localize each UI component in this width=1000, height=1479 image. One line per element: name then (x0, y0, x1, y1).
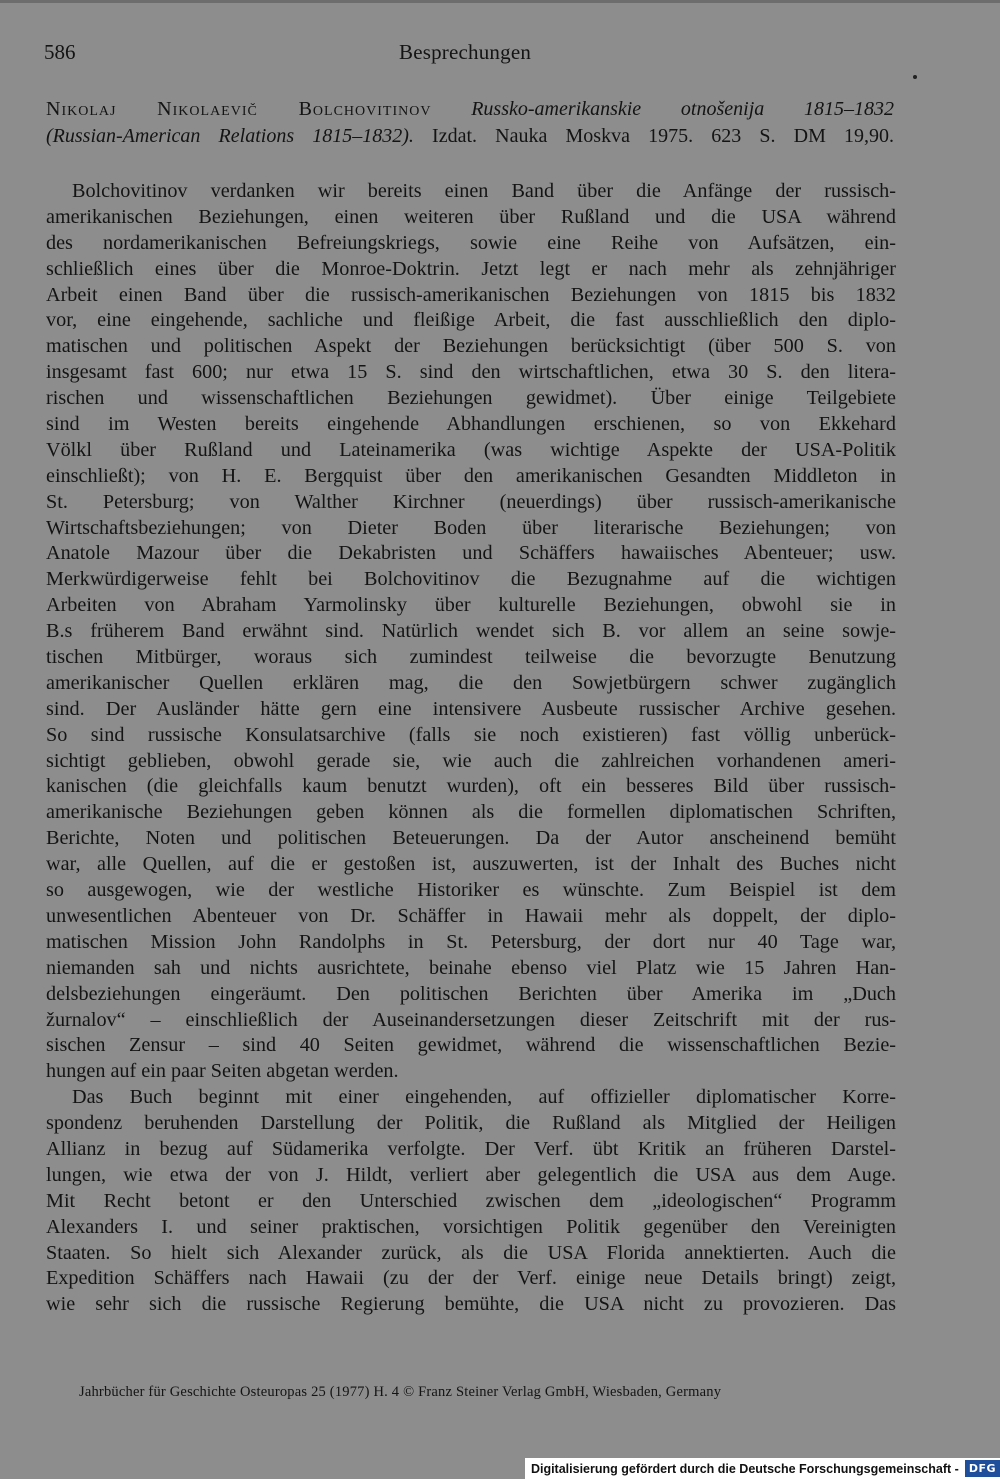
body-line: Berichte, Noten und politischen Beteuerungen. Da der Autor anscheinend bemüht (46, 827, 896, 850)
body-line: sichtigt geblieben, obwohl gerade sie, wie auch die zahlreichen vorhandenen ameri- (46, 749, 896, 772)
review-body (46, 179, 896, 1318)
body-line: so ausgewogen, wie der westliche Historiker es wünschte. Zum Beispiel ist dem (46, 879, 896, 902)
body-line: Bolchovitinov verdanken wir bereits einen Band über die Anfänge der russisch- (72, 180, 896, 202)
running-head: Besprechungen (399, 40, 532, 64)
body-line: wie sehr sich die russische Regierung bemühte, die USA nicht zu provozieren. Das (46, 1293, 896, 1316)
body-line: Merkwürdigerweise fehlt bei Bolchovitinov die Bezugnahme auf die wichtigen (46, 568, 896, 591)
body-line: lungen, wie etwa der von J. Hildt, verliert aber gelegentlich die USA aus dem Auge. (46, 1163, 896, 1186)
body-line: schließlich eines über die Monroe-Doktrin. Jetzt legt er nach mehr als zehnjähriger (46, 257, 896, 280)
body-line: sind im Westen bereits eingehende Abhandlungen erschienen, so von Ekkehard (46, 413, 896, 436)
body-line: spondenz beruhenden Darstellung der Politik, die Rußland als Mitglied der Heiligen (46, 1112, 896, 1135)
body-line: Arbeiten von Abraham Yarmolinsky über kulturelle Beziehungen, obwohl sie in (46, 594, 896, 617)
body-line: niemanden sah und nichts ausrichtete, beinahe ebenso viel Platz wie 15 Jahren Han- (46, 956, 896, 979)
body-line: sischen Zensur – sind 40 Seiten gewidmet, während die wissenschaftlichen Bezie- (46, 1034, 896, 1057)
body-line: amerikanischen Beziehungen, einen weiteren über Rußland und die USA während (46, 205, 896, 228)
body-line: amerikanische Beziehungen geben können als die formellen diplomatischen Schriften, (46, 801, 896, 824)
body-line: sind. Der Ausländer hätte gern eine intensivere Ausbeute russischer Archive gesehen. (46, 697, 896, 720)
body-line: Arbeit einen Band über die russisch-amerikanischen Beziehungen von 1815 bis 1832 (46, 283, 896, 306)
body-line: St. Petersburg; von Walther Kirchner (neuerdings) über russisch-amerikanische (46, 490, 896, 513)
citation-publication: Izdat. Nauka Moskva 1975. 623 S. DM 19,90. (432, 125, 894, 147)
body-line: Staaten. So hielt sich Alexander zurück, als die USA Florida annektierten. Auch die (46, 1241, 896, 1264)
body-line: So sind russische Konsulatsarchive (falls sie noch existieren) fast völlig unberück- (46, 723, 896, 746)
body-line: insgesamt fast 600; nur etwa 15 S. sind den wirtschaftlichen, etwa 30 S. den litera- (46, 361, 896, 384)
body-line: amerikanischer Quellen erklären mag, die den Sowjetbürgern schwer zugänglich (46, 671, 896, 694)
body-line: žurnalov“ – einschließlich der Auseinandersetzungen dieser Zeitschrift mit der rus- (46, 1008, 896, 1031)
dfg-logo: DFG (965, 1460, 1000, 1477)
body-line: matischen Mission John Randolphs in St. Petersburg, der dort nur 40 Tage war, (46, 930, 896, 953)
page-header (44, 40, 914, 76)
body-line: Wirtschaftsbeziehungen; von Dieter Boden über literarische Beziehungen; von (46, 516, 896, 539)
digitization-credit-bar (525, 1458, 1000, 1479)
citation-title-english: (Russian-American Relations 1815–1832). (46, 125, 414, 147)
citation-author: Nikolaj Nikolaevič Bolchovitinov (46, 98, 432, 120)
body-line: Allianz in bezug auf Südamerika verfolgte. Der Verf. übt Kritik an früheren Darstel- (46, 1137, 896, 1160)
body-line: hungen auf ein paar Seiten abgetan werden. (46, 1060, 399, 1083)
page-top-edge (0, 0, 1000, 3)
body-line: matischen und politischen Aspekt der Beziehungen berücksichtigt (über 500 S. von (46, 335, 896, 358)
body-line: unwesentlichen Abenteuer von Dr. Schäffer in Hawaii mehr als doppelt, der diplo- (46, 904, 896, 927)
body-line: Anatole Mazour über die Dekabristen und Schäffers hawaiisches Abenteuer; usw. (46, 542, 896, 565)
body-line: tischen Mitbürger, woraus sich zumindest teilweise die bevorzugte Benutzung (46, 646, 896, 669)
body-line: kanischen (die gleichfalls kaum benutzt wurden), oft ein besseres Bild über russisch- (46, 775, 896, 798)
body-line: war, alle Quellen, auf die er gestoßen ist, auszuwerten, ist der Inhalt des Buches nicht (46, 853, 896, 876)
journal-footer: Jahrbücher für Geschichte Osteuropas 25 (1977) H. 4 © Franz Steiner Verlag GmbH, Wiesbaden, Germany (79, 1384, 722, 1400)
body-line: delsbeziehungen eingeräumt. Den politischen Berichten über Amerika im „Duch (46, 982, 896, 1005)
body-line: vor, eine eingehende, sachliche und fleißige Arbeit, die fast ausschließlich den diplo- (46, 309, 896, 332)
body-line: Das Buch beginnt mit einer eingehenden, auf offizieller diplomatischer Korre- (72, 1086, 896, 1109)
citation-line-2 (46, 123, 894, 150)
body-line: einschließt); von H. E. Bergquist über den amerikanischen Gesandten Middleton in (46, 464, 896, 487)
digitization-credit-text: Digitalisierung gefördert durch die Deutsche Forschungsgemeinschaft - (530, 1461, 959, 1476)
body-line: B.s früherem Band erwähnt sind. Natürlich wendet sich B. vor allem an seine sowje- (46, 620, 896, 643)
body-line: Alexanders I. und seiner praktischen, vorsichtigen Politik gegenüber den Vereinigten (46, 1215, 896, 1238)
body-line: rischen und wissenschaftlichen Beziehungen gewidmet). Über einige Teilgebiete (46, 387, 896, 410)
body-line: Mit Recht betont er den Unterschied zwischen dem „ideologischen“ Programm (46, 1189, 896, 1212)
citation-title-russian: Russko-amerikanskie otnošenija 1815–1832 (471, 98, 894, 120)
body-line: Völkl über Rußland und Lateinamerika (was wichtige Aspekte der USA-Politik (46, 438, 896, 461)
page-number: 586 (44, 40, 76, 64)
scan-speck (913, 75, 917, 79)
book-citation (46, 96, 894, 150)
citation-line-1 (46, 96, 894, 123)
body-line: Expedition Schäffers nach Hawaii (zu der der Verf. einige neue Details bringt) zeigt, (46, 1267, 896, 1290)
body-line: des nordamerikanischen Befreiungskriegs, sowie eine Reihe von Aufsätzen, ein- (46, 231, 896, 254)
